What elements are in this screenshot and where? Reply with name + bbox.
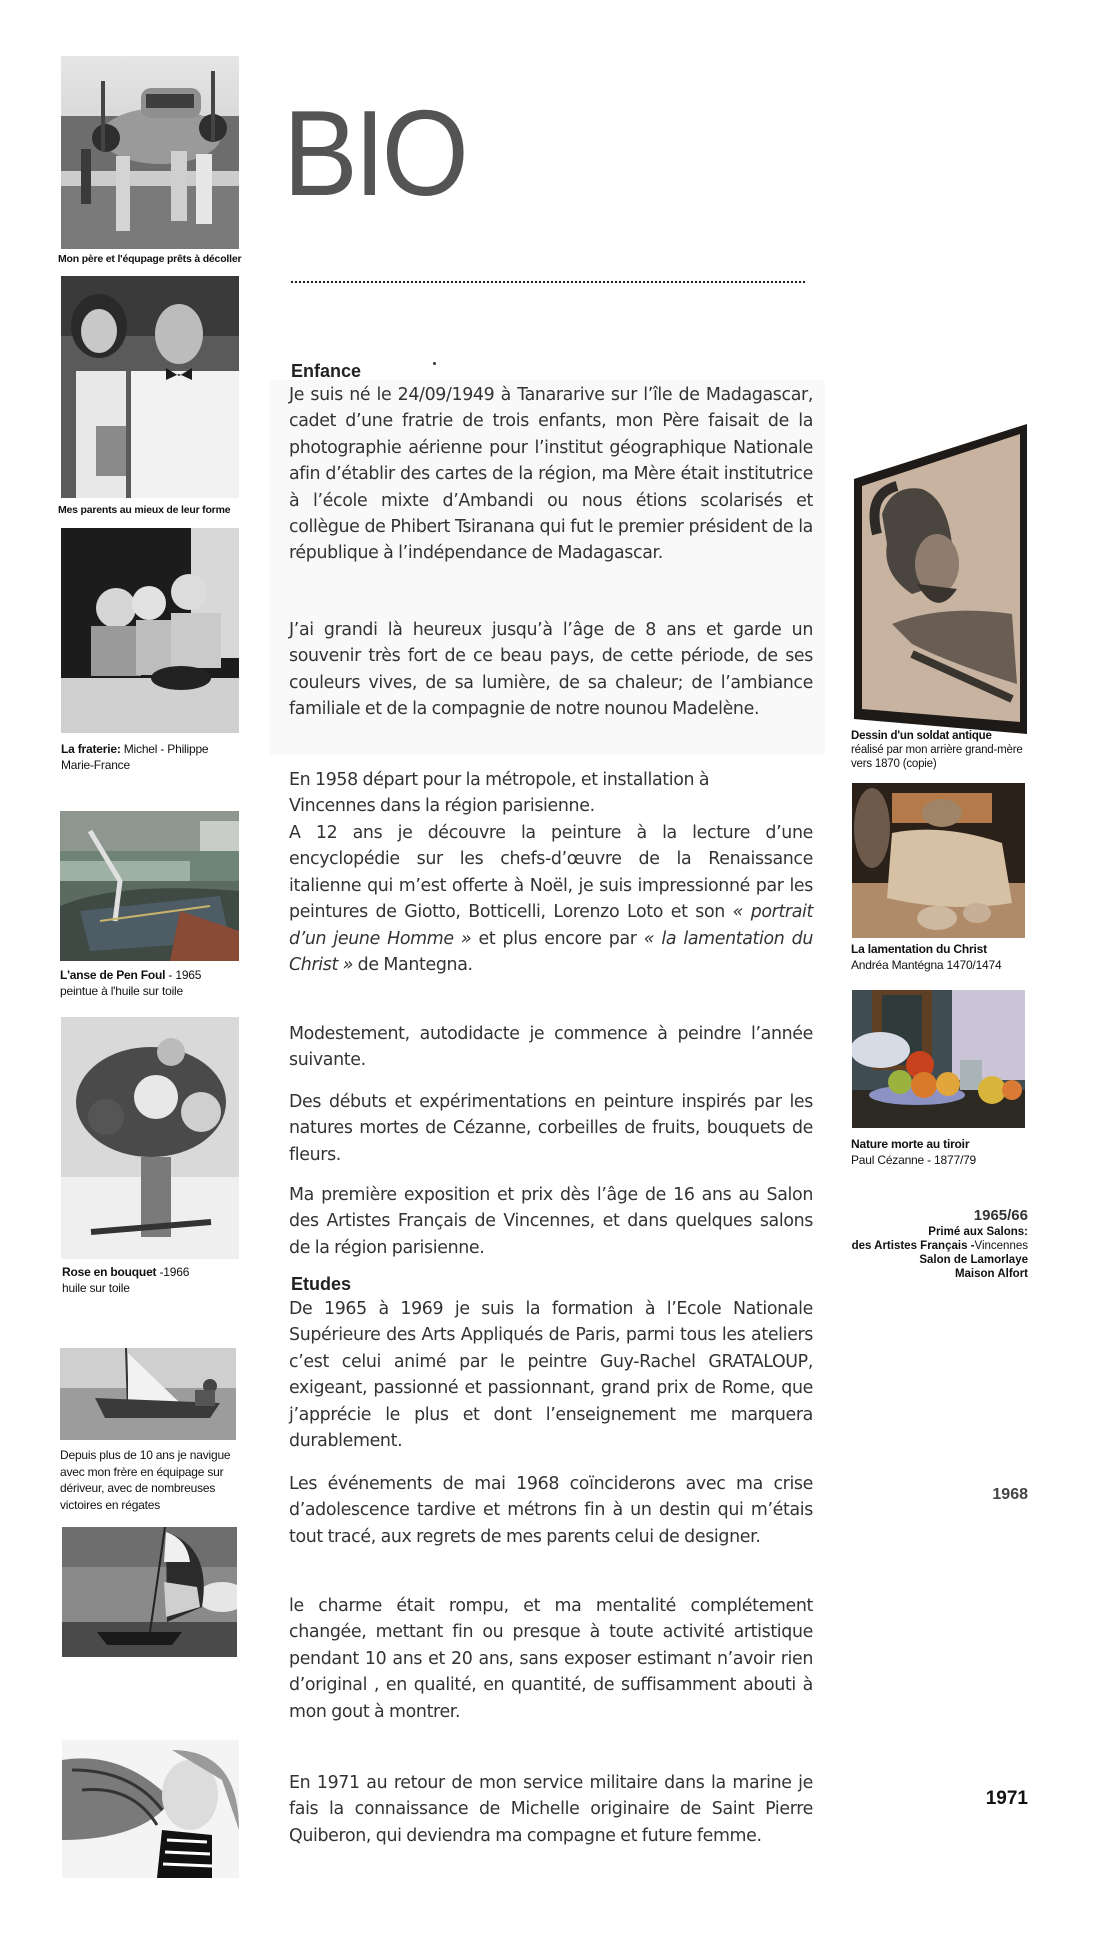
enfance-p3-line2: Vincennes dans la région parisienne. <box>289 796 595 817</box>
sailing-caption-line: dériveur, avec de nombreuses <box>60 1481 216 1495</box>
year-1971: 1971 <box>985 1788 1028 1809</box>
enfance-paragraph-2 <box>289 617 813 723</box>
cezanne-still-life <box>852 990 1025 1128</box>
salon-awards-line3: Salon de Lamorlaye <box>919 1254 1028 1266</box>
sailing-caption-line: avec mon frère en équipage sur <box>60 1464 224 1479</box>
etudes-paragraph-4 <box>289 1770 813 1849</box>
lamentation-caption <box>851 941 1051 973</box>
cezanne-caption <box>851 1136 1051 1168</box>
etudes-p1-text: De 1965 à 1969 je suis la formation à l’Ecole Nationale Supérieure des Arts Appliqués de Paris, parmi tous les ateliers c’est celui animé par le peintre Guy-Rachel GRATALOUP, exigeant, passionné et passionnant, grand prix de Rome, que j’apprécie le plus et dont l’enseignement me marquera durablement. <box>289 1299 813 1452</box>
dotted-divider <box>290 280 805 284</box>
sailing-dinghy-caption <box>60 1447 260 1513</box>
cezanne-caption-artist: Paul Cézanne - 1877/79 <box>851 1153 977 1167</box>
pen-foul-caption-year: - 1965 <box>165 968 202 982</box>
lamentation-caption-artist: Andréa Mantégna 1470/1474 <box>851 958 1002 972</box>
etudes-p3-text: le charme était rompu, et ma mentalité complétement changée, mettant fin ou presque à toute activité artistique pendant 10 ans et 20 ans, sans exposer estimant n’avoir rien d’original , en qualité, en quantité, de suffisamment abouti à mon gout à montrer. <box>289 1596 813 1722</box>
enfance-paragraph-7 <box>289 1182 813 1261</box>
salon-awards <box>788 1225 1028 1281</box>
enfance-p4-text-a: A 12 ans je découvre la peinture à la lecture d’une encyclopédie sur les chefs-d’œuvre de la Renaissance italienne qui m’est offerte à Noël, je suis impressionné par les peintures de Giotto, Botticelli, Lorenzo Loto et son <box>289 823 813 923</box>
salon-awards-line2 <box>788 1239 1028 1253</box>
siblings-caption-names: Michel - Philippe <box>120 742 209 756</box>
enfance-p6-text: Des débuts et expérimentations en peinture inspirés par les natures mortes de Cézanne, corbeilles de fruits, bouquets de fleurs. <box>289 1092 813 1165</box>
salon-awards-line4: Maison Alfort <box>954 1268 1028 1280</box>
enfance-paragraph-5 <box>289 1021 813 1074</box>
rose-bouquet-painting <box>61 1017 239 1259</box>
enfance-paragraph-1 <box>289 382 813 567</box>
siblings-caption-bold: La fraterie: <box>61 742 121 756</box>
sailing-dinghy-photo <box>60 1348 236 1440</box>
enfance-p4-text-b: et plus encore par <box>471 928 644 949</box>
parents-photo <box>61 276 239 498</box>
page-title: BIO <box>283 85 466 221</box>
siblings-photo <box>61 528 239 733</box>
lamentation-painting <box>852 783 1025 938</box>
couple-photo <box>62 1740 239 1878</box>
salon-awards-line2-bold: des Artistes Français - <box>851 1240 975 1252</box>
section-heading-etudes: Etudes <box>291 1274 352 1294</box>
enfance-paragraph-6 <box>289 1089 813 1168</box>
enfance-paragraph-4 <box>289 820 813 978</box>
rose-bouquet-caption-medium: huile sur toile <box>62 1281 130 1295</box>
plane-crew-photo <box>61 56 239 249</box>
etudes-p4-text: En 1971 au retour de mon service militaire dans la marine je fais la connaissance de Michelle originaire de Saint Pierre Quiberon, qui deviendra ma compagne et future femme. <box>289 1773 813 1846</box>
etudes-paragraph-3 <box>289 1593 813 1725</box>
lamentation-caption-title: La lamentation du Christ <box>851 942 987 956</box>
salon-awards-line1: Primé aux Salons: <box>928 1226 1028 1238</box>
sailing-caption-line: Depuis plus de 10 ans je navigue <box>60 1448 231 1462</box>
parents-caption <box>58 503 258 517</box>
soldier-caption-line: réalisé par mon arrière grand-mère <box>851 744 1023 756</box>
enfance-paragraph-3 <box>289 767 813 820</box>
sailing-caption-line: victoires en régates <box>60 1497 161 1512</box>
enfance-p1-text: Je suis né le 24/09/1949 à Tanararive sur l’île de Madagascar, cadet d’une fratrie de trois enfants, mon Père faisait de la photographie aérienne pour l’institut géographique Nationale afin d’établir des cartes de la région, ma Mère était institutrice à l’école mixte d’Ambandi ou nous étions scolarisés et collègue de Phibert Tsiranana qui fut le premier président de la république à l’indépendance de Madagascar. <box>289 385 813 564</box>
plane-crew-caption <box>58 252 258 266</box>
enfance-p2-text: J’ai grandi là heureux jusqu’à l’âge de 8 ans et garde un souvenir très fort de ce beau pays, de cette période, de ses couleurs vives, de sa lumière, de sa chaleur; de l’ambiance familiale et de la compagnie de notre nounou Madelène. <box>289 620 813 720</box>
plane-crew-caption-text: Mon père et l'équpage prêts à décoller <box>58 253 242 265</box>
soldier-drawing-caption <box>851 729 1051 771</box>
pen-foul-caption-title: L'anse de Pen Foul <box>60 968 166 982</box>
etudes-paragraph-2 <box>289 1471 813 1550</box>
portrait-title: « portrait d’un jeune Homme » <box>289 902 813 949</box>
year-1965-66: 1965/66 <box>973 1207 1028 1224</box>
rose-bouquet-caption-year: -1966 <box>156 1265 190 1279</box>
siblings-caption <box>61 741 261 773</box>
parents-caption-text: Mes parents au mieux de leur forme <box>58 504 231 516</box>
enfance-p3-line1: En 1958 départ pour la métropole, et installation à <box>289 770 710 790</box>
rose-bouquet-caption-title: Rose en bouquet <box>62 1265 157 1279</box>
enfance-p7-text: Ma première exposition et prix dès l’âge de 16 ans au Salon des Artistes Français de Vincennes, et dans quelques salons de la région parisienne. <box>289 1185 813 1258</box>
siblings-caption-line2: Marie-France <box>61 758 130 772</box>
soldier-caption-title: Dessin d'un soldat antique <box>851 730 992 742</box>
spinnaker-sailboat-photo <box>62 1527 237 1657</box>
etudes-paragraph-1 <box>289 1296 813 1454</box>
antique-soldier-drawing <box>852 424 1027 734</box>
section-heading-enfance: Enfance <box>291 361 362 381</box>
salon-awards-line2-city: Vincennes <box>974 1240 1028 1252</box>
year-1968: 1968 <box>992 1486 1028 1503</box>
etudes-p2-text: Les événements de mai 1968 coïnciderons avec ma crise d’adolescence tardive et métrons fin à un destin qui m’étais tout tracé, aux regrets de mes parents celui de designer. <box>289 1474 813 1547</box>
cezanne-caption-title: Nature morte au tiroir <box>851 1137 970 1151</box>
soldier-caption-line: vers 1870 (copie) <box>851 758 937 770</box>
pen-foul-painting <box>60 811 239 961</box>
enfance-p4-text-c: de Mantegna. <box>353 955 473 976</box>
rose-bouquet-caption <box>62 1264 262 1296</box>
pen-foul-caption-medium: peintue à l'huile sur toile <box>60 984 183 998</box>
pen-foul-caption <box>60 967 260 999</box>
lamentation-title: « la lamentation du Christ » <box>289 928 813 976</box>
speck-mark <box>433 362 436 365</box>
enfance-p5-text: Modestement, autodidacte je commence à peindre l’année suivante. <box>289 1024 813 1071</box>
